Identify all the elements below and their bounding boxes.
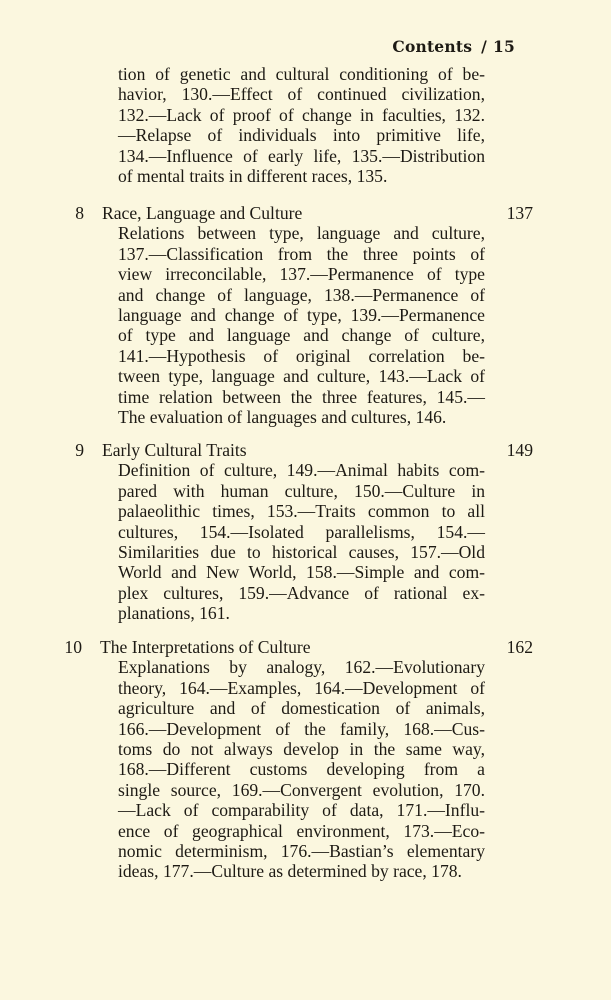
- chapter-number: 9: [75, 440, 84, 460]
- entry-line: —Lack of comparability of data, 171.—Influ-: [118, 800, 485, 821]
- entry-line: palaeolithic times, 153.—Traits common to all: [118, 501, 485, 522]
- entry-line: Relations between type, language and culture,: [118, 223, 485, 244]
- entry-line: 134.—Influence of early life, 135.—Distribution: [118, 145, 485, 166]
- running-head-section: Contents: [392, 37, 473, 56]
- page-number: 15: [493, 37, 515, 56]
- running-head-separator: /: [481, 37, 488, 56]
- chapter-page-number: 137: [506, 203, 533, 223]
- entry-line: nomic determinism, 176.—Bastian’s elementary: [118, 841, 485, 861]
- entry-line: ence of geographical environment, 173.—Eco-: [118, 820, 485, 841]
- entry-line: cultures, 154.—Isolated parallelisms, 154.—: [118, 521, 485, 542]
- entry-line: theory, 164.—Examples, 164.—Development of: [118, 677, 485, 698]
- entry-line: pared with human culture, 150.—Culture in: [118, 480, 485, 501]
- chapter-number: 8: [75, 203, 84, 223]
- entry-line: 137.—Classification from the three points of: [118, 243, 485, 264]
- entry-line: Definition of culture, 149.—Animal habits com-: [118, 460, 485, 481]
- entry-line: havior, 130.—Effect of continued civilization,: [118, 84, 485, 105]
- entry-line: 132.—Lack of proof of change in faculties, 132.: [118, 104, 485, 125]
- entry-line: time relation between the three features, 145.—: [118, 386, 485, 407]
- entry-line: view irreconcilable, 137.—Permanence of type: [118, 264, 485, 285]
- entry-line: Similarities due to historical causes, 157.—Old: [118, 542, 485, 562]
- chapter-page-number: 149: [506, 440, 533, 460]
- entry-line: —Relapse of individuals into primitive life,: [118, 125, 485, 146]
- entry-line: and change of language, 138.—Permanence of: [118, 284, 485, 305]
- entry-line: single source, 169.—Convergent evolution, 170.: [118, 779, 485, 800]
- entry-line: of mental traits in different races, 135.: [118, 166, 388, 186]
- entry-line: World and New World, 158.—Simple and com-: [118, 562, 485, 583]
- chapter-title[interactable]: Race, Language and Culture: [102, 203, 303, 223]
- entry-line: 168.—Different customs developing from a: [118, 759, 485, 780]
- entry-line: agriculture and of domestication of animals,: [118, 698, 485, 719]
- entry-line: of type and language and change of culture,: [118, 325, 485, 346]
- entry-line: tween type, language and culture, 143.—Lack of: [118, 366, 485, 387]
- chapter-number: 10: [64, 637, 82, 657]
- running-head: [392, 37, 515, 56]
- entry-line: tion of genetic and cultural conditioning of be-: [118, 64, 485, 84]
- chapter-title[interactable]: The Interpretations of Culture: [100, 637, 311, 657]
- entry-line: plex cultures, 159.—Advance of rational ex-: [118, 582, 485, 603]
- entry-line: 166.—Development of the family, 168.—Cus-: [118, 718, 485, 739]
- entry-line: The evaluation of languages and cultures, 146.: [118, 407, 447, 427]
- entry-line: toms do not always develop in the same way,: [118, 739, 485, 759]
- entry-line: language and change of type, 139.—Permanence: [118, 305, 485, 325]
- chapter-page-number: 162: [506, 637, 533, 657]
- entry-line: Explanations by analogy, 162.—Evolutionary: [118, 657, 485, 678]
- entry-line: ideas, 177.—Culture as determined by race, 178.: [118, 861, 462, 882]
- chapter-title[interactable]: Early Cultural Traits: [102, 440, 247, 460]
- entry-line: 141.—Hypothesis of original correlation be-: [118, 345, 485, 366]
- entry-line: planations, 161.: [118, 603, 230, 624]
